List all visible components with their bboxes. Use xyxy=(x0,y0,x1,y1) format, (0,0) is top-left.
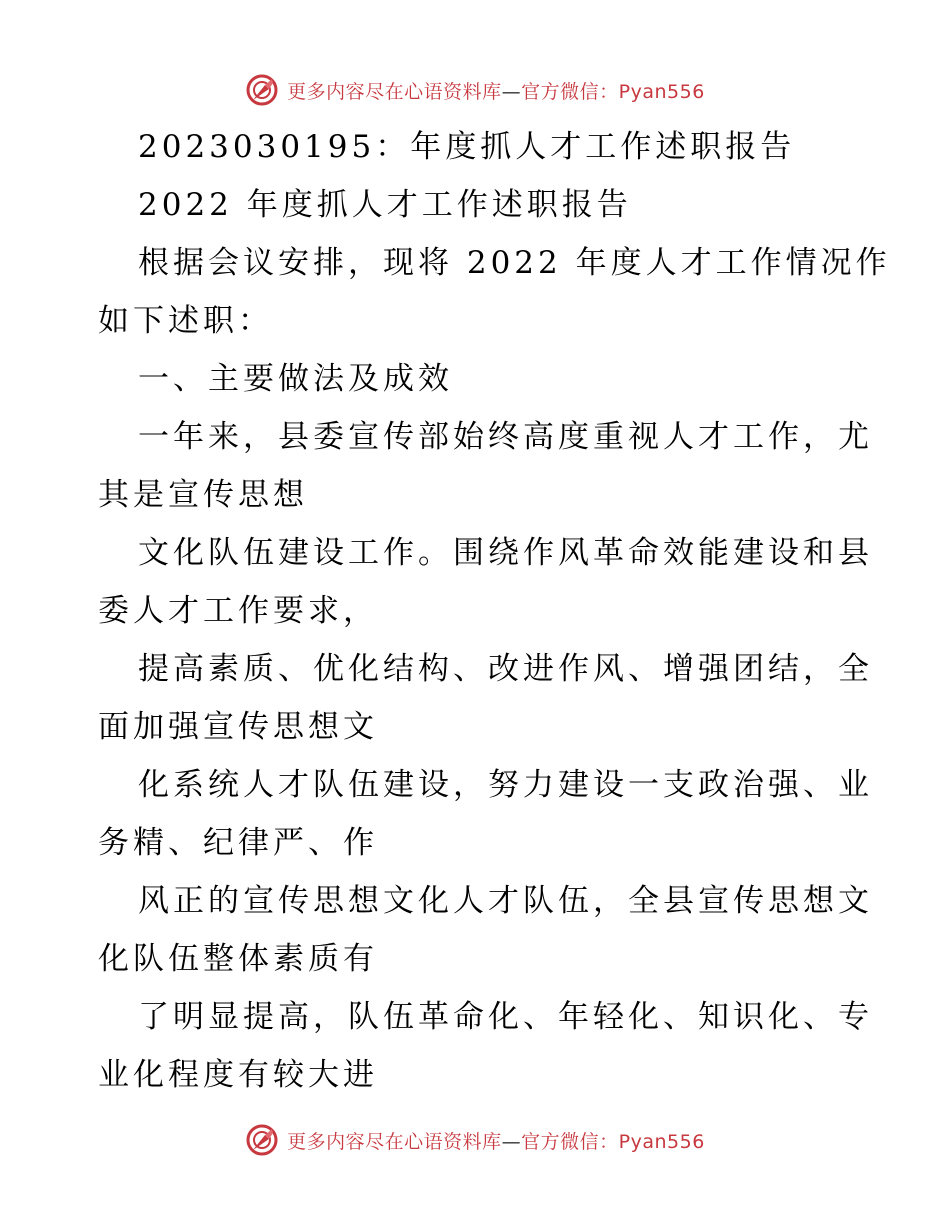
document-line: 了明显提高，队伍革命化、年轻化、知识化、专 xyxy=(138,999,873,1035)
document-line: 2023030195：年度抓人才工作述职报告 xyxy=(138,129,796,165)
document-line: 务精、纪律严、作 xyxy=(98,825,378,861)
document-body xyxy=(98,118,891,1104)
watermark-text: 更多内容尽在心语资料库—官方微信：Pyan556 xyxy=(287,1130,705,1153)
watermark-text: 更多内容尽在心语资料库—官方微信：Pyan556 xyxy=(287,80,705,103)
header-watermark-banner xyxy=(0,70,950,110)
document-line: 根据会议安排，现将 2022 年度人才工作情况作 xyxy=(138,245,891,281)
footer-watermark-banner xyxy=(0,1120,950,1160)
document-line: 化队伍整体素质有 xyxy=(98,941,378,977)
document-line: 风正的宣传思想文化人才队伍，全县宣传思想文 xyxy=(138,883,873,919)
document-line: 其是宣传思想 xyxy=(98,477,308,513)
section-heading: 一、主要做法及成效 xyxy=(138,361,453,397)
document-line: 如下述职： xyxy=(98,303,273,339)
document-line: 文化队伍建设工作。围绕作风革命效能建设和县 xyxy=(138,535,873,571)
document-line: 业化程度有较大进 xyxy=(98,1057,378,1093)
document-line: 委人才工作要求， xyxy=(98,593,378,629)
document-line: 提高素质、优化结构、改进作风、增强团结，全 xyxy=(138,651,873,687)
pen-nib-logo-icon xyxy=(245,1123,279,1157)
document-line: 面加强宣传思想文 xyxy=(98,709,378,745)
pen-nib-logo-icon xyxy=(245,73,279,107)
document-line: 2022 年度抓人才工作述职报告 xyxy=(138,187,632,223)
document-line: 一年来，县委宣传部始终高度重视人才工作，尤 xyxy=(138,419,873,455)
document-line: 化系统人才队伍建设，努力建设一支政治强、业 xyxy=(138,767,873,803)
